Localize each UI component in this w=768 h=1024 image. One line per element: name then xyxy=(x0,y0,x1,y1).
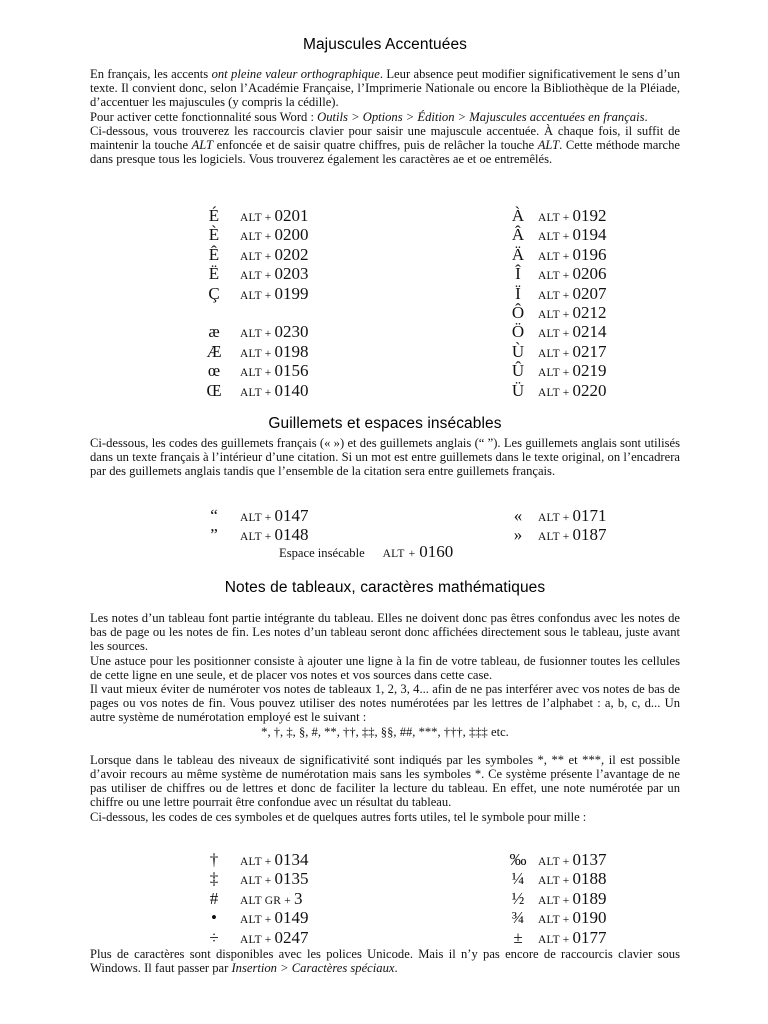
section-title-majuscules: Majuscules Accentuées xyxy=(302,36,468,53)
code-value: 0148 xyxy=(274,525,309,544)
code-value: 0134 xyxy=(274,850,309,869)
character-glyph: Æ xyxy=(206,341,222,361)
character-glyph: • xyxy=(211,908,217,928)
character-glyph: Ü xyxy=(511,380,525,400)
alt-key: ALT xyxy=(240,270,262,283)
alt-key: ALT xyxy=(538,512,560,524)
text-run: Il vaut mieux éviter de numéroter vos notes de tableaux 1, 2, 3, 4... afin de ne pas interférer avec vos notes de bas de pages ou vos notes de fin. Vous pouvez utiliser des notes numérotées par les lettres de l’alphabet : a, b, c, d... Un autre système de numérotation employé est le suivant : xyxy=(90,682,680,725)
plus-sign: + xyxy=(261,856,275,868)
plus-sign: + xyxy=(559,309,573,321)
text-run: Lorsque dans le tableau des niveaux de significativité sont indiqués par les symboles *, ** et ***, il est possible d’avoir recours au même système de numérotation mais sans les symboles *. Ce système présente l’avantage de ne pas utiliser de chiffres ou de lettres et donc de faciliter la lecture du tableau. En effet, une note numérotée par un chiffre ou une lettre pourrait être confondue avec un résultat du tableau. xyxy=(90,752,680,810)
text-run: En français, les accents xyxy=(90,67,212,81)
plus-sign: + xyxy=(559,894,573,907)
character-glyph: Ô xyxy=(511,303,525,322)
plus-sign: + xyxy=(559,367,573,380)
plus-sign: + xyxy=(559,512,573,524)
alt-key: ALT xyxy=(240,531,262,543)
code-value: 0137 xyxy=(572,850,607,869)
character-glyph: ‰ xyxy=(509,850,527,869)
code-value: 0177 xyxy=(572,927,607,947)
code-value: 0220 xyxy=(572,380,607,400)
code-value: 0198 xyxy=(274,341,309,361)
code-value: 0214 xyxy=(572,322,607,342)
character-glyph: Ù xyxy=(511,341,525,361)
text-run: Ci-dessous, les codes des guillemets français (« ») et des guillemets anglais (“ ”). Les guillemets anglais sont utilisés dans un texte français à l’intérieur d’une citation. Si un mot est entre guillemets dans le texte original, on l’encadrera par des guillemets anglais tandis que l’ensemble de la citation sera entre guillemets français. xyxy=(90,436,680,479)
plus-sign: + xyxy=(261,250,275,263)
alt-key: ALT xyxy=(240,933,262,946)
character-glyph: Œ xyxy=(206,380,222,400)
text-run: Pour activer cette fonctionnalité sous Word : xyxy=(90,109,318,124)
plus-sign: + xyxy=(261,875,275,888)
character-glyph: À xyxy=(511,206,525,225)
paragraph xyxy=(90,682,680,725)
alt-key: ALT xyxy=(240,875,262,888)
alt-key: ALT xyxy=(240,231,262,244)
code-value: 0203 xyxy=(274,264,309,284)
code-value: 0160 xyxy=(419,542,454,561)
code-value: 0194 xyxy=(572,225,607,245)
code-value: 0217 xyxy=(572,341,607,361)
character-glyph: # xyxy=(209,888,219,908)
character-glyph: « xyxy=(513,506,523,525)
section-title-notes: Notes de tableaux, caractères mathématiques xyxy=(224,579,546,596)
alt-key: ALT xyxy=(538,289,560,302)
text-run: Ci-dessous, vous trouverez les raccourcis clavier pour saisir une majuscule accentuée. À chaque fois, il suffit de maintenir la touche xyxy=(90,123,680,153)
plus-sign: + xyxy=(261,328,275,341)
plus-sign: + xyxy=(281,894,294,907)
alt-key: ALT xyxy=(240,367,262,380)
plus-sign: + xyxy=(261,347,275,360)
nbsp-label: Espace insécable xyxy=(279,546,365,560)
text-run: Ci-dessous, les codes de ces symboles et de quelques autres forts utiles, tel le symbole pour mille : xyxy=(90,809,587,824)
code-value: 0140 xyxy=(274,380,309,400)
paragraph xyxy=(90,810,680,824)
plus-sign: + xyxy=(261,386,275,399)
alt-key: ALT xyxy=(538,914,560,927)
alt-key: ALT xyxy=(538,856,560,868)
code-value: 0187 xyxy=(572,525,607,544)
character-glyph: æ xyxy=(208,322,220,342)
code-value: 0190 xyxy=(572,908,607,928)
character-glyph: Ê xyxy=(208,244,220,264)
paragraph xyxy=(90,110,680,124)
plus-sign: + xyxy=(559,856,573,868)
alt-key: ALT xyxy=(538,875,560,888)
alt-key: ALT xyxy=(240,212,262,224)
character-glyph: ¼ xyxy=(511,869,525,889)
paragraph xyxy=(90,67,680,110)
character-glyph: ÷ xyxy=(209,927,219,947)
plus-sign: + xyxy=(261,231,275,244)
character-glyph: Ä xyxy=(511,244,525,264)
paragraph xyxy=(90,436,680,479)
plus-sign: + xyxy=(559,212,573,224)
code-value: 3 xyxy=(294,888,303,908)
alt-key: ALT xyxy=(240,914,262,927)
character-glyph: ‡ xyxy=(209,869,219,889)
alt-key: ALT xyxy=(538,386,560,399)
plus-sign: + xyxy=(559,250,573,263)
character-glyph: Î xyxy=(515,264,521,284)
shortcut-code xyxy=(538,381,607,403)
section-title-guillemets: Guillemets et espaces insécables xyxy=(268,415,502,432)
plus-sign: + xyxy=(261,933,275,946)
text-run: enfoncée et de saisir quatre chiffres, puis de relâcher la touche xyxy=(213,138,538,153)
character-glyph: Â xyxy=(511,225,525,245)
code-value: 0212 xyxy=(572,303,607,322)
plus-sign: + xyxy=(559,914,573,927)
code-value: 0188 xyxy=(572,869,607,889)
code-value: 0219 xyxy=(572,361,607,381)
code-value: 0247 xyxy=(274,927,309,947)
paragraph-footer xyxy=(90,947,680,975)
code-value: 0149 xyxy=(274,908,309,928)
code-value: 0196 xyxy=(572,244,607,264)
alt-key: ALT xyxy=(240,512,262,524)
character-glyph: Ë xyxy=(208,264,220,284)
shortcut-code xyxy=(538,525,607,547)
code-value: 0200 xyxy=(274,225,309,245)
plus-sign: + xyxy=(559,531,573,543)
alt-key: ALT xyxy=(538,328,560,341)
alt-key: ALT xyxy=(538,212,560,224)
text-run: Les notes d’un tableau font partie intégrante du tableau. Elles ne doivent donc pas êtres confondus avec les notes de bas de page ou les notes de fin. Les notes d’un tableau seront donc affichées directement sous le tableau, juste avant les sources. xyxy=(90,611,680,654)
plus-sign: + xyxy=(261,512,275,524)
plus-sign: + xyxy=(261,914,275,927)
alt-key: ALT xyxy=(240,289,262,302)
plus-sign: + xyxy=(559,933,573,946)
plus-sign: + xyxy=(408,548,416,560)
alt-key: ALT xyxy=(538,250,560,263)
code-value: 0156 xyxy=(274,361,309,381)
plus-sign: + xyxy=(559,231,573,244)
alt-key: ALT xyxy=(240,347,262,360)
plus-sign: + xyxy=(559,386,573,399)
plus-sign: + xyxy=(261,531,275,543)
italic-text: ont pleine valeur orthographique xyxy=(211,67,380,81)
character-glyph: È xyxy=(208,225,220,245)
alt-key: ALT xyxy=(538,531,560,543)
plus-sign: + xyxy=(559,270,573,283)
character-glyph: ” xyxy=(210,525,218,544)
character-glyph: ± xyxy=(513,927,523,947)
code-value: 0135 xyxy=(274,869,309,889)
code-value: 0171 xyxy=(572,506,607,525)
code-value: 0202 xyxy=(274,244,309,264)
paragraph xyxy=(90,124,680,167)
character-glyph: ½ xyxy=(511,888,525,908)
alt-key: ALT xyxy=(538,309,560,321)
paragraph xyxy=(90,654,680,682)
paragraph xyxy=(90,611,680,654)
character-glyph: Û xyxy=(511,361,525,381)
plus-sign: + xyxy=(261,212,275,224)
plus-sign: + xyxy=(559,328,573,341)
alt-key: ALT xyxy=(538,894,560,907)
code-value: 0201 xyxy=(274,206,309,225)
italic-text: ALT xyxy=(537,138,560,153)
shortcut-code xyxy=(240,284,309,306)
code-value: 0192 xyxy=(572,206,607,225)
code-value: 0199 xyxy=(274,283,309,303)
character-glyph: “ xyxy=(210,506,218,525)
plus-sign: + xyxy=(559,875,573,888)
plus-sign: + xyxy=(559,289,573,302)
italic-text: Insertion > Caractères spéciaux xyxy=(231,961,395,976)
plus-sign: + xyxy=(261,270,275,283)
alt-key: ALT xyxy=(240,856,262,868)
alt-key: ALT xyxy=(240,386,262,399)
character-glyph: » xyxy=(513,525,523,544)
plus-sign: + xyxy=(559,347,573,360)
symbols-line: *, †, ‡, §, #, **, ††, ‡‡, §§, ##, ***, †††, ‡‡‡ etc. xyxy=(261,724,509,739)
italic-text: Outils > Options > Édition > Majuscules accentuées en français xyxy=(317,109,645,124)
shortcut-code xyxy=(240,381,309,403)
code-value: 0207 xyxy=(572,283,607,303)
alt-key: ALT xyxy=(538,367,560,380)
text-run: . Cette méthode marche dans presque tous les logiciels. Vous trouverez également les caractères ae et oe entremêlés. xyxy=(90,138,680,167)
character-glyph: ¾ xyxy=(511,908,525,928)
code-value: 0147 xyxy=(274,506,309,525)
alt-key: ALT xyxy=(240,250,262,263)
text-run: . xyxy=(644,109,648,124)
alt-key: ALT xyxy=(538,347,560,360)
character-glyph: Ç xyxy=(208,283,220,303)
alt-key: ALT xyxy=(538,270,560,283)
alt-key: ALT xyxy=(538,231,560,244)
text-run: . Leur absence peut modifier significativement le sens d’un texte. Il convient donc, selon l’Académie Française, l’Imprimerie Nationale ou encore la Bibliothèque de la Pléiade, d’accentuer les majuscules (y compris la cédille). xyxy=(90,67,680,110)
text-run: Plus de caractères sont disponibles avec les polices Unicode. Mais il n’y pas encore de raccourcis clavier sous Windows. Il faut passer par xyxy=(90,947,680,976)
code-value: 0230 xyxy=(274,322,309,342)
text-run: Une astuce pour les positionner consiste à ajouter une ligne à la fin de votre tableau, de fusionner toutes les cellules de cette ligne en une seule, et de placer vos notes et vos sources dans cette case. xyxy=(90,653,680,682)
italic-text: ALT xyxy=(191,138,214,153)
alt-key: ALT xyxy=(382,548,405,560)
plus-sign: + xyxy=(261,289,275,302)
alt-key: ALT xyxy=(538,933,560,946)
nbsp-row xyxy=(279,542,454,564)
code-value: 0206 xyxy=(572,264,607,284)
plus-sign: + xyxy=(261,367,275,380)
character-glyph: Ï xyxy=(515,283,521,303)
character-glyph: É xyxy=(208,206,220,225)
paragraph xyxy=(90,753,680,810)
alt-key: ALT GR xyxy=(240,894,282,907)
text-run: . xyxy=(394,961,398,976)
character-glyph: Ö xyxy=(511,322,525,342)
character-glyph: œ xyxy=(207,361,221,381)
alt-key: ALT xyxy=(240,328,262,341)
character-glyph: † xyxy=(209,850,219,869)
code-value: 0189 xyxy=(572,888,607,908)
